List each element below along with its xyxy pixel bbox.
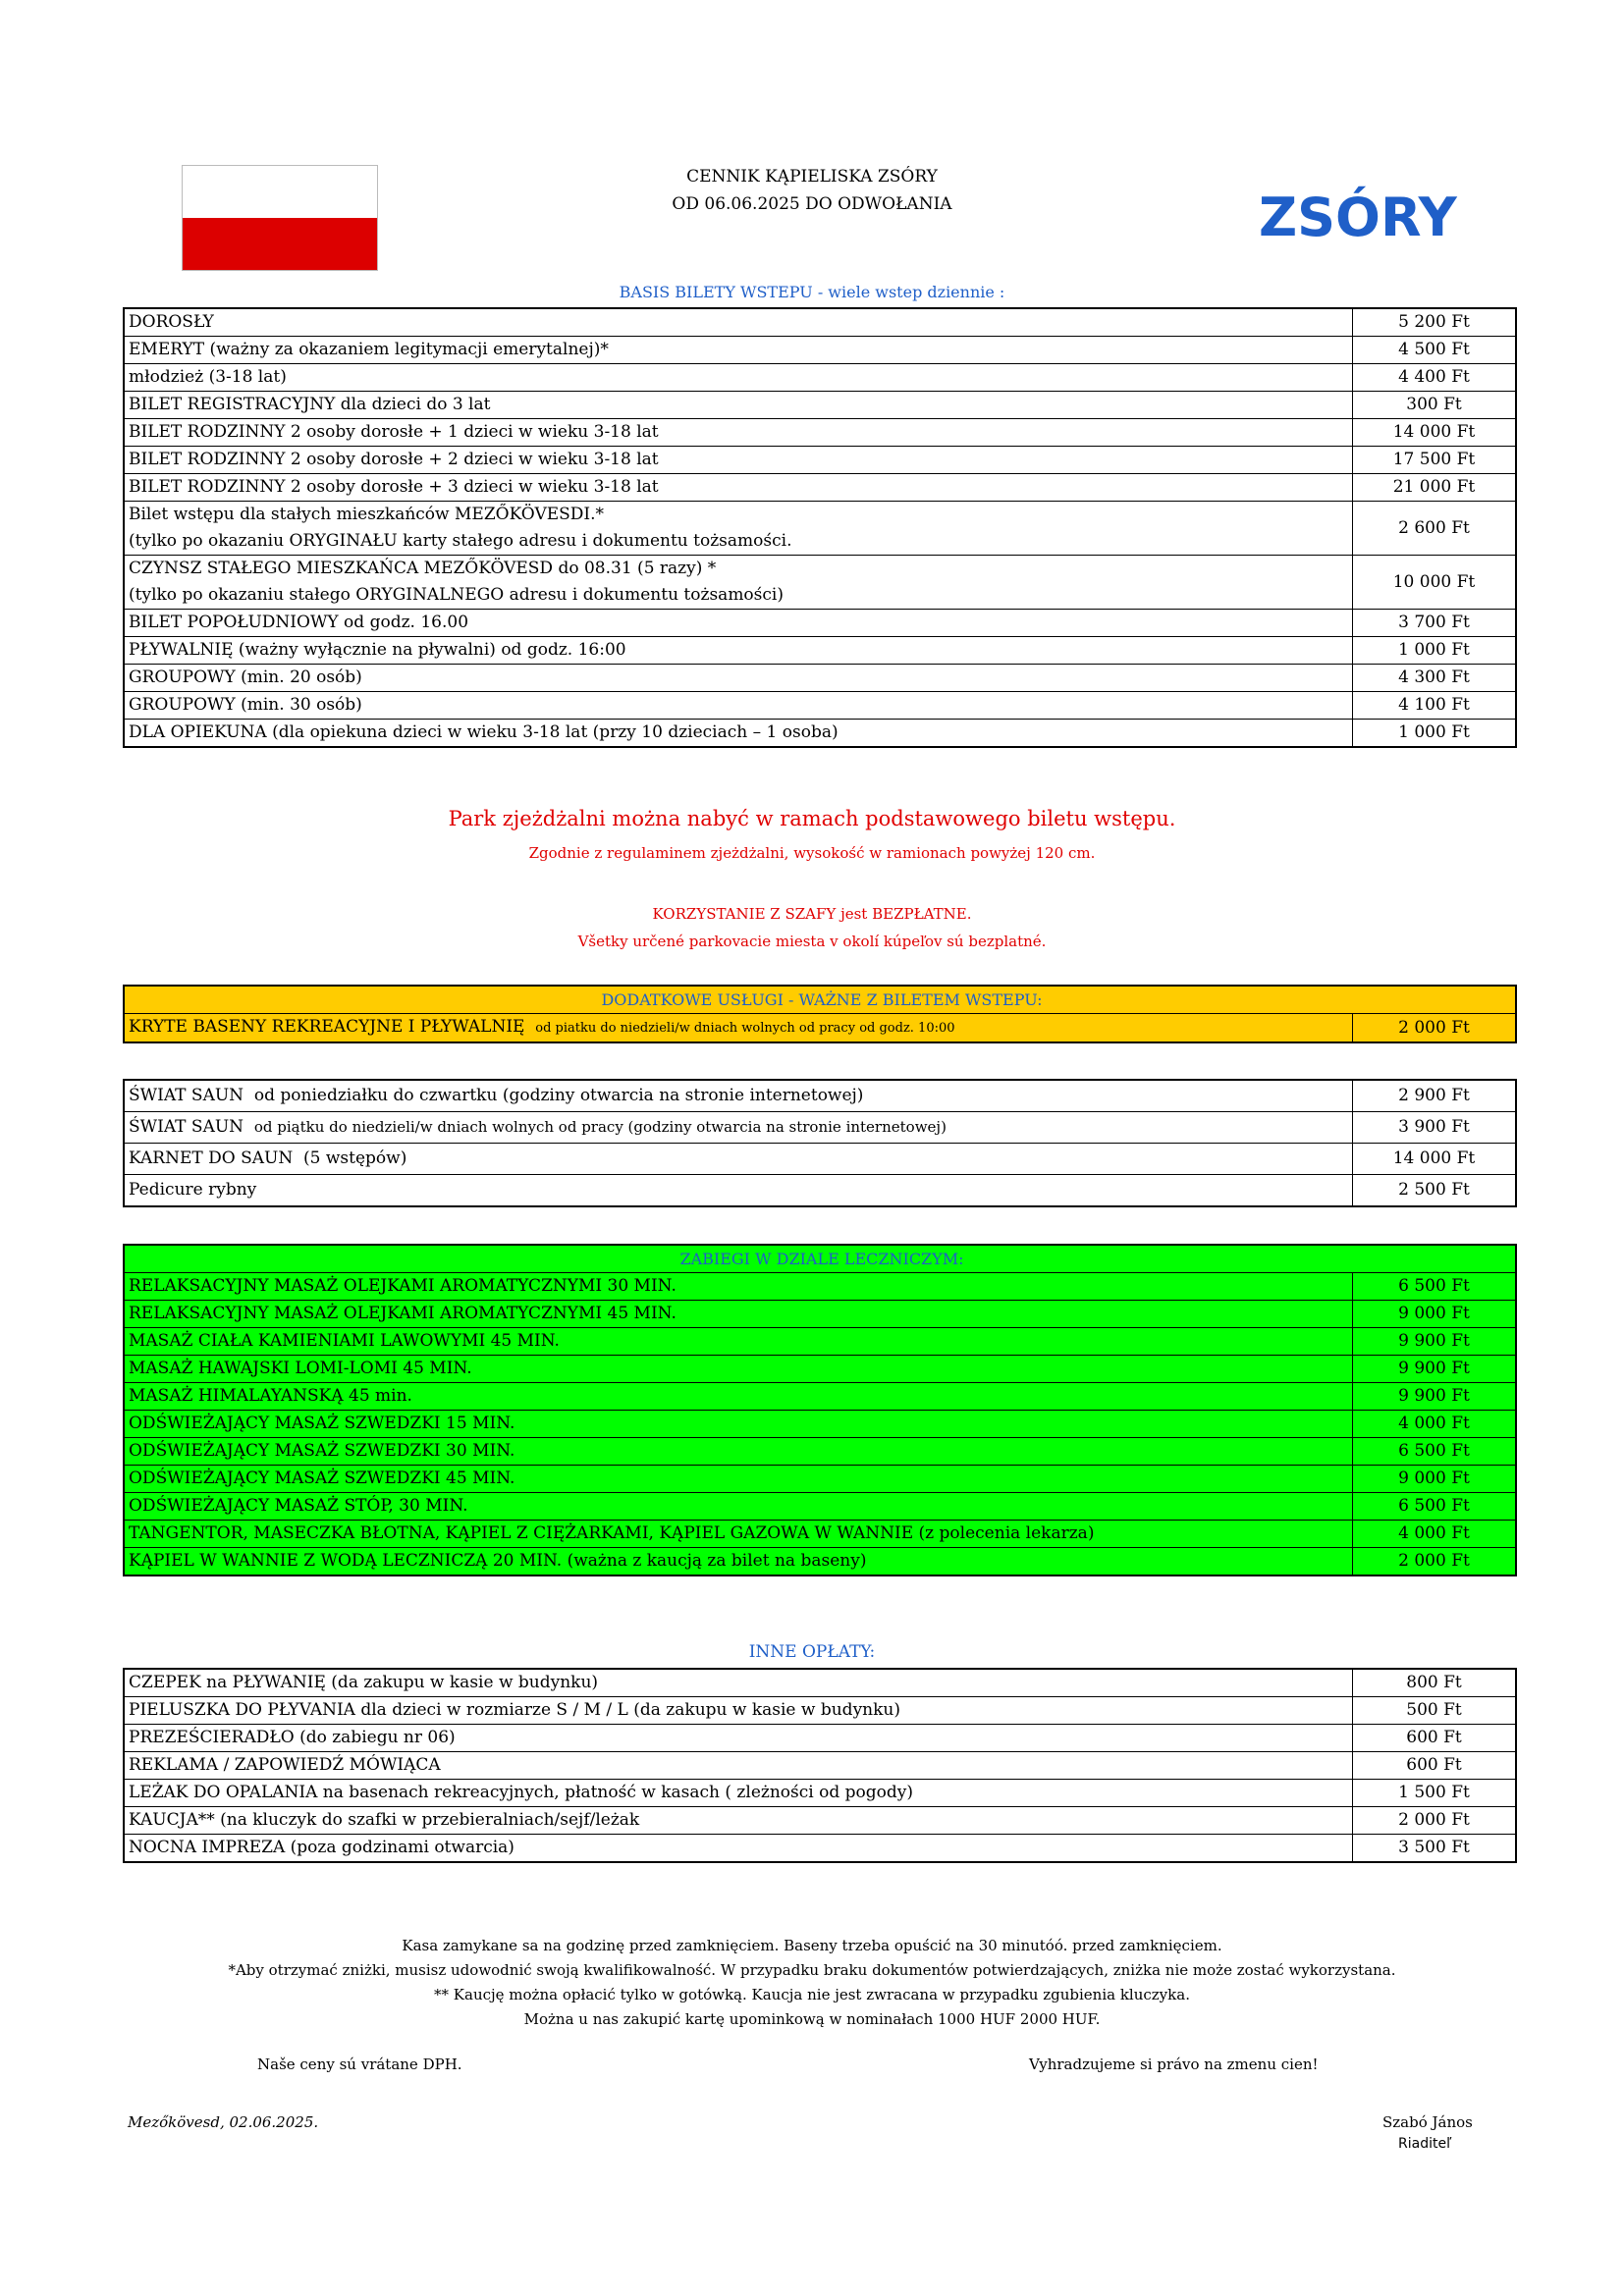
row-label: PIELUSZKA DO PŁYVANIA dla dzieci w rozmiarze S / M / L (da zakupu w kasie w budynku) (124, 1697, 1353, 1725)
row-price: 3 900 Ft (1353, 1112, 1517, 1144)
row-price: 4 000 Ft (1353, 1521, 1517, 1548)
sauna-sub-label: od poniedziałku do czwartku (godziny otwarcia na stronie internetowej) (253, 1086, 864, 1105)
row-label: BILET REGISTRACYJNY dla dzieci do 3 lat (124, 392, 1353, 419)
row-price: 10 000 Ft (1353, 556, 1517, 610)
row-price: 600 Ft (1353, 1752, 1517, 1780)
table-row (124, 1080, 1516, 1112)
row-label: MASAŻ HIMALAYANSKĄ 45 min. (124, 1383, 1353, 1411)
row-label: NOCNA IMPREZA (poza godzinami otwarcia) (124, 1835, 1353, 1863)
table-row (124, 364, 1516, 392)
row-label: ODŚWIEŻAJĄCY MASAŻ STÓP, 30 MIN. (124, 1493, 1353, 1521)
zsory-logo (1257, 185, 1492, 257)
basic-tickets-table (123, 307, 1517, 748)
row-label (124, 1144, 1353, 1175)
row-price: 4 400 Ft (1353, 364, 1517, 392)
table-row (124, 665, 1516, 692)
place-date: Mezőkövesd, 02.06.2025. (128, 2113, 319, 2131)
table-row (124, 1328, 1516, 1356)
table-row (124, 1752, 1516, 1780)
row-label: ODŚWIEŻAJĄCY MASAŻ SZWEDZKI 30 MIN. (124, 1438, 1353, 1466)
row-label: REKLAMA / ZAPOWIEDŹ MÓWIĄCA (124, 1752, 1353, 1780)
row-label: CZYNSZ STAŁEGO MIESZKAŃCA MEZŐKÖVESD do 08.31 (5 razy) * (124, 556, 1353, 583)
row-price: 4 500 Ft (1353, 337, 1517, 364)
other-fees-table (123, 1668, 1517, 1863)
signer-name: Szabó János (1382, 2113, 1473, 2131)
row-label: MASAŻ HAWAJSKI LOMI-LOMI 45 MIN. (124, 1356, 1353, 1383)
row-label: DLA OPIEKUNA (dla opiekuna dzieci w wieku 3-18 lat (przy 10 dzieciach – 1 osoba) (124, 720, 1353, 748)
row-price: 9 900 Ft (1353, 1328, 1517, 1356)
row-label: GROUPOWY (min. 20 osób) (124, 665, 1353, 692)
table-row (124, 474, 1516, 502)
row-price: 9 900 Ft (1353, 1383, 1517, 1411)
row-price: 4 300 Ft (1353, 665, 1517, 692)
parking-notice: Všetky určené parkovacie miesta v okolí kúpeľov sú bezplatné. (577, 933, 1047, 950)
table-row (124, 692, 1516, 720)
table-row (124, 1697, 1516, 1725)
row-price: 14 000 Ft (1353, 419, 1517, 447)
extra-main-label: KRYTE BASENY REKREACYJNE I PŁYWALNIĘ (129, 1017, 525, 1037)
table-row (124, 1548, 1516, 1576)
page-title: CENNIK KĄPIELISKA ZSÓRY (686, 167, 938, 187)
row-price: 1 500 Ft (1353, 1780, 1517, 1807)
row-label: MASAŻ CIAŁA KAMIENIAMI LAWOWYMI 45 MIN. (124, 1328, 1353, 1356)
row-price: 6 500 Ft (1353, 1438, 1517, 1466)
sauna-sub-label: od piątku do niedzieli/w dniach wolnych od pracy (godziny otwarcia na stronie internetowej) (253, 1118, 947, 1136)
row-price: 6 500 Ft (1353, 1273, 1517, 1301)
row-label: GROUPOWY (min. 30 osób) (124, 692, 1353, 720)
sauna-main-label: ŚWIAT SAUN (129, 1086, 244, 1105)
table-row (124, 1669, 1516, 1697)
row-price: 1 000 Ft (1353, 637, 1517, 665)
table-row (124, 1383, 1516, 1411)
row-price: 2 000 Ft (1353, 1548, 1517, 1576)
row-label: ODŚWIEŻAJĄCY MASAŻ SZWEDZKI 45 MIN. (124, 1466, 1353, 1493)
row-label: EMERYT (ważny za okazaniem legitymacji emerytalnej)* (124, 337, 1353, 364)
locker-notice: KORZYSTANIE Z SZAFY jest BEZPŁATNE. (652, 905, 972, 923)
row-label: PREZEŚCIERADŁO (do zabiegu nr 06) (124, 1725, 1353, 1752)
row-price: 5 200 Ft (1353, 308, 1517, 337)
sauna-main-label: KARNET DO SAUN (129, 1148, 294, 1168)
row-price: 4 100 Ft (1353, 692, 1517, 720)
row-price: 9 000 Ft (1353, 1301, 1517, 1328)
row-price: 2 000 Ft (1353, 1807, 1517, 1835)
treatments-table (123, 1244, 1517, 1576)
extra-price: 2 000 Ft (1353, 1014, 1517, 1043)
note-line: Można u nas zakupić kartę upominkową w nominałach 1000 HUF 2000 HUF. (523, 2010, 1101, 2028)
table-row (124, 1493, 1516, 1521)
extra-services-title: DODATKOWE USŁUGI - WAŻNE Z BILETEM WSTEPU: (124, 986, 1516, 1014)
row-price: 2 500 Ft (1353, 1175, 1517, 1207)
row-label: Bilet wstępu dla stałych mieszkańców MEZŐKÖVESDI.* (124, 502, 1353, 529)
table-row (124, 582, 1516, 610)
svg-text:ZSÓRY: ZSÓRY (1259, 187, 1457, 248)
table-row (124, 1807, 1516, 1835)
note-line: Kasa zamykane sa na godzinę przed zamknięciem. Baseny trzeba opuścić na 30 minutóó. przed zamknięciem. (402, 1937, 1222, 1954)
table-row (124, 337, 1516, 364)
row-price: 9 000 Ft (1353, 1466, 1517, 1493)
row-price: 3 500 Ft (1353, 1835, 1517, 1863)
row-label (124, 1175, 1353, 1207)
slide-notice-height: Zgodnie z regulaminem zjeżdżalni, wysokość w ramionach powyżej 120 cm. (528, 844, 1096, 862)
table-row (124, 1273, 1516, 1301)
note-line: ** Kaucję można opłacić tylko w gotówką. Kaucja nie jest zwracana w przypadku zgubienia kluczyka. (434, 1986, 1190, 2003)
row-price: 600 Ft (1353, 1725, 1517, 1752)
row-label-detail: (tylko po okazaniu stałego ORYGINALNEGO adresu i dokumentu tożsamości) (124, 582, 1353, 610)
table-row (124, 637, 1516, 665)
signer-title: Riaditeľ (1398, 2136, 1452, 2152)
table-row (124, 447, 1516, 474)
extra-services-table (123, 985, 1517, 1043)
table-row (124, 528, 1516, 556)
table-row (124, 392, 1516, 419)
row-price: 3 700 Ft (1353, 610, 1517, 637)
row-price: 500 Ft (1353, 1697, 1517, 1725)
row-label: BILET RODZINNY 2 osoby dorosłe + 2 dzieci w wieku 3-18 lat (124, 447, 1353, 474)
table-row (124, 1725, 1516, 1752)
row-label: PŁYWALNIĘ (ważny wyłącznie na pływalni) od godz. 16:00 (124, 637, 1353, 665)
sauna-table (123, 1079, 1517, 1207)
table-row (124, 1014, 1516, 1043)
row-label: KAUCJA** (na kluczyk do szafki w przebieralniach/sejf/leżak (124, 1807, 1353, 1835)
row-price: 14 000 Ft (1353, 1144, 1517, 1175)
sauna-main-label: ŚWIAT SAUN (129, 1117, 244, 1137)
table-row (124, 1175, 1516, 1207)
row-price: 2 900 Ft (1353, 1080, 1517, 1112)
notes-block (0, 1934, 1624, 2032)
table-row (124, 502, 1516, 529)
row-label: BILET RODZINNY 2 osoby dorosłe + 3 dzieci w wieku 3-18 lat (124, 474, 1353, 502)
row-label: RELAKSACYJNY MASAŻ OLEJKAMI AROMATYCZNYMI 30 MIN. (124, 1273, 1353, 1301)
table-row (124, 610, 1516, 637)
sauna-sub-label: (5 wstępów) (303, 1148, 407, 1168)
table-row (124, 1301, 1516, 1328)
slide-notice-main: Park zjeżdżalni można nabyć w ramach podstawowego biletu wstępu. (448, 807, 1176, 830)
row-price: 17 500 Ft (1353, 447, 1517, 474)
row-price: 4 000 Ft (1353, 1411, 1517, 1438)
row-label (124, 1112, 1353, 1144)
basic-tickets-title: BASIS BILETY WSTEPU - wiele wstep dziennie : (619, 283, 1005, 301)
table-row (124, 1144, 1516, 1175)
row-label: BILET RODZINNY 2 osoby dorosłe + 1 dzieci w wieku 3-18 lat (124, 419, 1353, 447)
row-label-detail: (tylko po okazaniu ORYGINAŁU karty stałego adresu i dokumentu tożsamości. (124, 528, 1353, 556)
extra-sub-label: od piatku do niedzieli/w dniach wolnych od pracy od godz. 10:00 (535, 1021, 955, 1036)
table-row (124, 1112, 1516, 1144)
table-row (124, 1835, 1516, 1863)
row-label: LEŻAK DO OPALANIA na basenach rekreacyjnych, płatność w kasach ( zleżności od pogody) (124, 1780, 1353, 1807)
row-price: 800 Ft (1353, 1669, 1517, 1697)
table-row (124, 419, 1516, 447)
row-label: młodzież (3-18 lat) (124, 364, 1353, 392)
row-label: BILET POPOŁUDNIOWY od godz. 16.00 (124, 610, 1353, 637)
table-row (124, 1356, 1516, 1383)
row-price: 6 500 Ft (1353, 1493, 1517, 1521)
row-label: RELAKSACYJNY MASAŻ OLEJKAMI AROMATYCZNYMI 45 MIN. (124, 1301, 1353, 1328)
table-row (124, 1438, 1516, 1466)
row-label (124, 1080, 1353, 1112)
row-price: 9 900 Ft (1353, 1356, 1517, 1383)
table-row (124, 1780, 1516, 1807)
page-date-range: OD 06.06.2025 DO ODWOŁANIA (672, 194, 952, 214)
row-label: CZEPEK na PŁYWANIĘ (da zakupu w kasie w budynku) (124, 1669, 1353, 1697)
other-fees-title: INNE OPŁATY: (748, 1642, 876, 1662)
row-price: 21 000 Ft (1353, 474, 1517, 502)
row-label: DOROSŁY (124, 308, 1353, 337)
sauna-main-label: Pedicure rybny (129, 1180, 257, 1200)
table-row (124, 1521, 1516, 1548)
table-row (124, 308, 1516, 337)
row-label: ODŚWIEŻAJĄCY MASAŻ SZWEDZKI 15 MIN. (124, 1411, 1353, 1438)
row-price: 2 600 Ft (1353, 502, 1517, 556)
table-row (124, 720, 1516, 748)
row-label: KĄPIEL W WANNIE Z WODĄ LECZNICZĄ 20 MIN. (ważna z kaucją za bilet na baseny) (124, 1548, 1353, 1576)
row-label: TANGENTOR, MASECZKA BŁOTNA, KĄPIEL Z CIĘŻARKAMI, KĄPIEL GAZOWA W WANNIE (z polecenia lekarza) (124, 1521, 1353, 1548)
row-price: 300 Ft (1353, 392, 1517, 419)
table-row (124, 1466, 1516, 1493)
row-price: 1 000 Ft (1353, 720, 1517, 748)
vat-note: Naše ceny sú vrátane DPH. (257, 2056, 462, 2073)
table-row (124, 1411, 1516, 1438)
price-reserve-note: Vyhradzujeme si právo na zmenu cien! (1029, 2056, 1319, 2073)
treatments-title: ZABIEGI W DZIALE LECZNICZYM: (124, 1245, 1516, 1273)
table-row (124, 556, 1516, 583)
note-line: *Aby otrzymać zniżki, musisz udowodnić swoją kwalifikowalność. W przypadku braku dokumentów potwierdzających, zniżka nie może zostać wykorzystana. (228, 1961, 1396, 1979)
